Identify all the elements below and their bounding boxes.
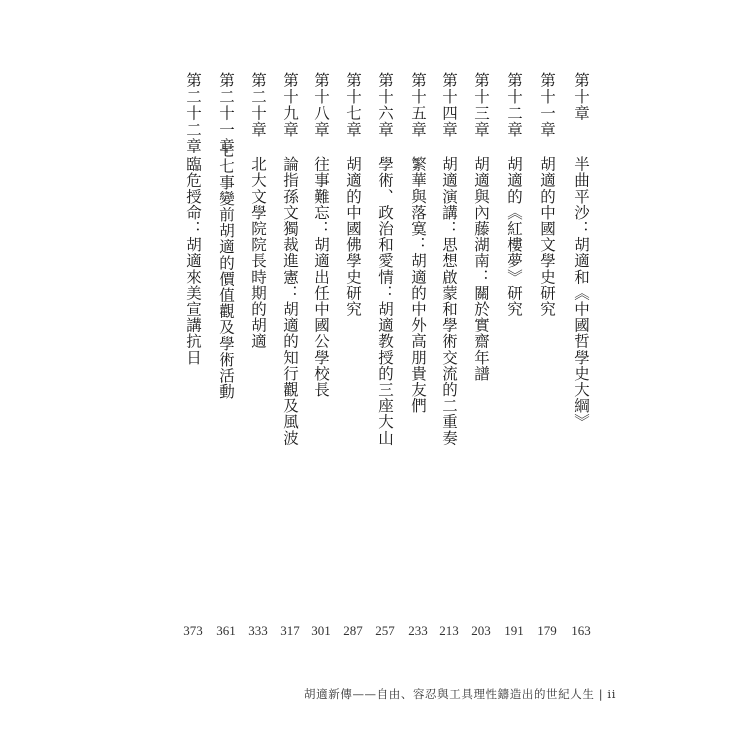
chapter-number: 第十九章: [281, 72, 299, 138]
chapter-number: 第十章: [572, 72, 590, 122]
toc-entry: [403, 72, 433, 642]
chapter-number: 第十二章: [505, 72, 523, 138]
chapter-title: 胡適的《紅樓夢》研究: [505, 156, 523, 317]
toc-entry: [306, 72, 336, 642]
page-number: 233: [408, 623, 428, 638]
page-number: 213: [439, 623, 459, 638]
chapter-title: 北大文學院院長時期的胡適: [249, 156, 267, 350]
toc-entry: [211, 72, 241, 642]
chapter-title: 半曲平沙：胡適和《中國哲學史大綱》: [572, 156, 590, 430]
page-number: 257: [375, 623, 395, 638]
chapter-title: 繁華與落寞：胡適的中外高朋貴友們: [409, 156, 427, 414]
chapter-title: 臨危授命：胡適來美宣講抗日: [184, 156, 202, 366]
chapter-title: 胡適與內藤湖南：關於實齋年譜: [472, 156, 490, 382]
chapter-number: 第十八章: [312, 72, 330, 138]
toc-entry: [466, 72, 496, 642]
toc-entry: [566, 72, 596, 642]
toc-entry: [370, 72, 400, 642]
chapter-number: 第十五章: [409, 72, 427, 138]
chapter-number: 第十七章: [344, 72, 362, 138]
toc-entry: [338, 72, 368, 642]
toc-entry: [499, 72, 529, 642]
toc-entry: [243, 72, 273, 642]
toc-entry: [275, 72, 305, 642]
chapter-number: 第十一章: [538, 72, 556, 138]
page-number: 301: [311, 623, 331, 638]
chapter-title: 往事難忘：胡適出任中國公學校長: [312, 156, 330, 398]
chapter-title: 胡適的中國文學史研究: [538, 156, 556, 317]
page-number: 163: [571, 623, 591, 638]
chapter-number: 第二十二章: [184, 72, 202, 155]
page-number: 287: [343, 623, 363, 638]
toc-entry: [532, 72, 562, 642]
chapter-title: 胡適演講：思想啟蒙和學術交流的二重奏: [440, 156, 458, 446]
page-number: 317: [280, 623, 300, 638]
page-number: 361: [216, 623, 236, 638]
page-number: 203: [471, 623, 491, 638]
page-number: 373: [183, 623, 203, 638]
chapter-number: 第十三章: [472, 72, 490, 138]
chapter-title: 論指孫文獨裁進憲：胡適的知行觀及風波: [281, 156, 299, 446]
page-number: 179: [537, 623, 557, 638]
chapter-title: 胡適的中國佛學史研究: [344, 156, 362, 317]
toc-entry: [178, 72, 208, 642]
page-number: 191: [504, 623, 524, 638]
chapter-number: 第十六章: [376, 72, 394, 138]
chapter-number: 第二十一章: [217, 72, 235, 155]
chapter-title: 學術、政治和愛情：胡適教授的三座大山: [376, 156, 394, 446]
running-footer: 胡適新傳——自由、容忍與工具理性鑄造出的世紀人生 | ii: [304, 687, 616, 701]
chapter-number: 第二十章: [249, 72, 267, 138]
toc-entry: [434, 72, 464, 642]
page-number: 333: [248, 623, 268, 638]
chapter-title: 七七事變前胡適的價值觀及學術活動: [217, 142, 235, 400]
chapter-number: 第十四章: [440, 72, 458, 138]
